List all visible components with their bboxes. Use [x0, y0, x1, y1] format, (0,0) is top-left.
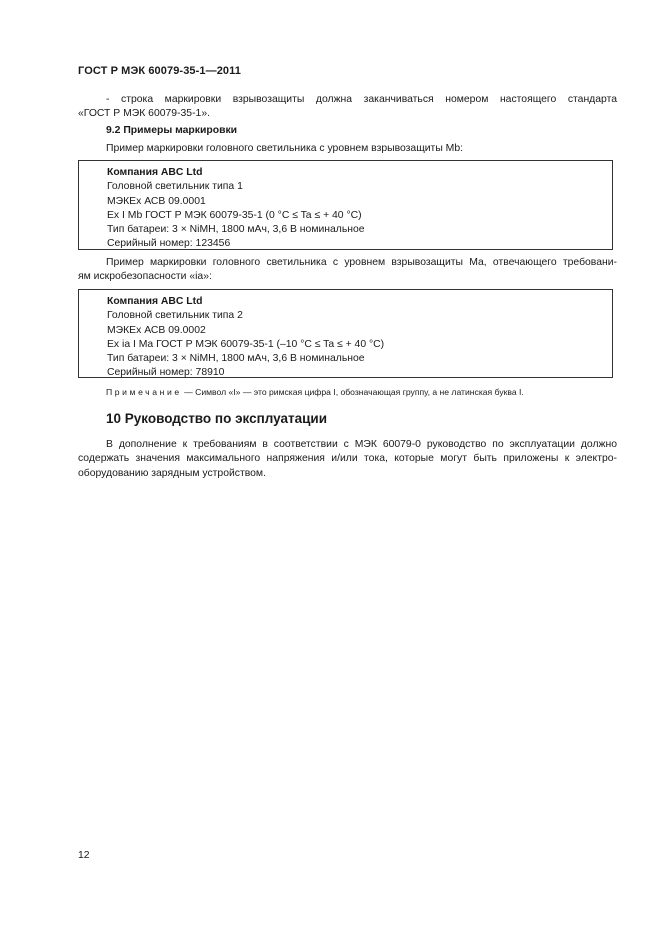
marking-line: Ex ia I Ma ГОСТ Р МЭК 60079-35-1 (–10 °C ≤ Ta ≤ + 40 °C) — [107, 338, 385, 350]
page-number: 12 — [78, 850, 90, 861]
marking-line: Серийный номер: 78910 — [107, 367, 225, 379]
paragraph-line: Пример маркировки головного светильника с уровнем взрывозащиты Ма, отвечающего требовани- — [106, 257, 617, 268]
marking-line: Тип батареи: 3 × NiMH, 1800 мАч, 3,6 В номинальное — [107, 353, 365, 365]
document-header: ГОСТ Р МЭК 60079-35-1—2011 — [78, 65, 241, 77]
marking-rule-paragraph — [78, 93, 617, 122]
paragraph-line: В дополнение к требованиям в соответствии с МЭК 60079-0 руководство по эксплуатации должно — [106, 439, 617, 450]
example1-marking-box — [78, 160, 613, 250]
marking-line: МЭКЕх АСВ 09.0001 — [107, 195, 206, 207]
marking-line: Головной светильник типа 2 — [107, 310, 243, 322]
section-heading: 10 Руководство по эксплуатации — [106, 411, 328, 426]
note-text: — Символ «I» — это римская цифра I, обозначающая группу, а не латинская буква I. — [181, 387, 524, 397]
marking-line: Ex I Mb ГОСТ Р МЭК 60079-35-1 (0 °C ≤ Ta ≤ + 40 °C) — [107, 209, 362, 221]
marking-company: Компания ABC Ltd — [107, 296, 203, 307]
example1-intro — [106, 142, 626, 156]
note — [106, 385, 524, 399]
paragraph-line: оборудованию зарядным устройством. — [78, 467, 266, 479]
marking-line: Головной светильник типа 1 — [107, 181, 243, 193]
paragraph-line: содержать значения максимального напряжения и/или тока, которые могут быть приложены к электро- — [78, 453, 617, 465]
paragraph-line: - строка маркировки взрывозащиты должна заканчиваться номером настоящего стандарта — [106, 94, 617, 105]
example2-intro — [78, 256, 617, 285]
paragraph-line: Пример маркировки головного светильника с уровнем взрывозащиты Mb: — [106, 143, 463, 154]
section10-paragraph — [78, 438, 617, 481]
note-label: Примечание — [106, 387, 182, 397]
marking-line: Серийный номер: 123456 — [107, 238, 231, 250]
paragraph-line: «ГОСТ Р МЭК 60079-35-1». — [78, 108, 210, 120]
example2-marking-box — [78, 289, 613, 378]
subsection-heading: 9.2 Примеры маркировки — [106, 125, 238, 136]
marking-line: МЭКЕх АСВ 09.0002 — [107, 324, 206, 336]
marking-line: Тип батареи: 3 × NiMH, 1800 мАч, 3,6 В номинальное — [107, 224, 365, 236]
marking-company: Компания ABC Ltd — [107, 167, 203, 178]
paragraph-line: ям искробезопасности «ia»: — [78, 271, 212, 283]
